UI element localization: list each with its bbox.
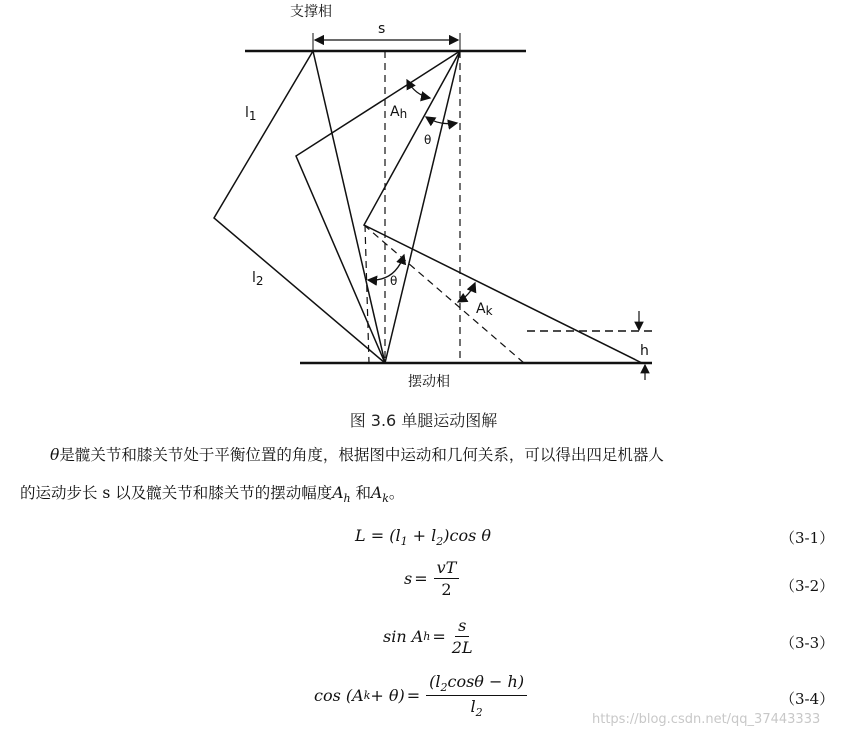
equation-3-3: sin A h = $\frac{s}{2L}$ [383,616,473,657]
watermark: https://blog.csdn.net/qq_37443333 [592,712,821,727]
equation-3-2: s = $\frac{vT}{2}$ [404,558,463,599]
Ak-symbol: $A_k$ [371,484,389,506]
angle-arc-theta-bottom [368,255,404,280]
leg-support-left [214,51,385,363]
angle-arc-theta-top [426,117,457,124]
label-theta-top: θ [424,133,432,147]
equation-3-4: cos (A k + θ) = $\frac{(l_2\cos\theta - h)}{l_2}$ [314,672,531,719]
paragraph-line-2 [20,486,840,504]
label-theta-bottom: θ [390,274,398,288]
figure-caption: 图 3.6 单腿运动图解 [349,411,498,430]
period-text: 。 [388,484,405,502]
label-swing-phase: 摆动相 [408,374,450,390]
label-support-phase: 支撑相 [290,4,332,20]
paragraph-line-1 [50,448,847,464]
leg-thigh-center [385,51,460,363]
label-l2: l2 [252,270,264,288]
paragraph-text-1: 是髋关节和膝关节处于平衡位置的角度，根据图中运动和几何关系，可以得出四足机器人 [59,446,664,464]
equation-number-3-4: （3-4） [780,690,835,708]
equation-3-1: $L = (l_1 + l_2)\cos$ θ [355,526,492,549]
Ah-symbol: $A_h$ [332,484,351,506]
label-Ah: Ah [390,104,408,121]
label-l1: l1 [245,105,257,123]
equation-number-3-2: （3-2） [780,577,835,595]
label-s: s [378,21,386,37]
dashed-shank-extension [364,225,524,363]
label-Ak: Ak [476,301,493,318]
label-h: h [640,343,649,359]
leg-swing [364,51,642,363]
equation-number-3-1: （3-1） [780,529,835,547]
equation-number-3-3: （3-3） [780,634,835,652]
paragraph-text-2: 的运动步长 s 以及髋关节和膝关节的摆动幅度 [20,484,333,502]
leg-middle [296,51,460,363]
theta-symbol: θ [50,446,60,464]
and-text: 和 [350,484,372,502]
